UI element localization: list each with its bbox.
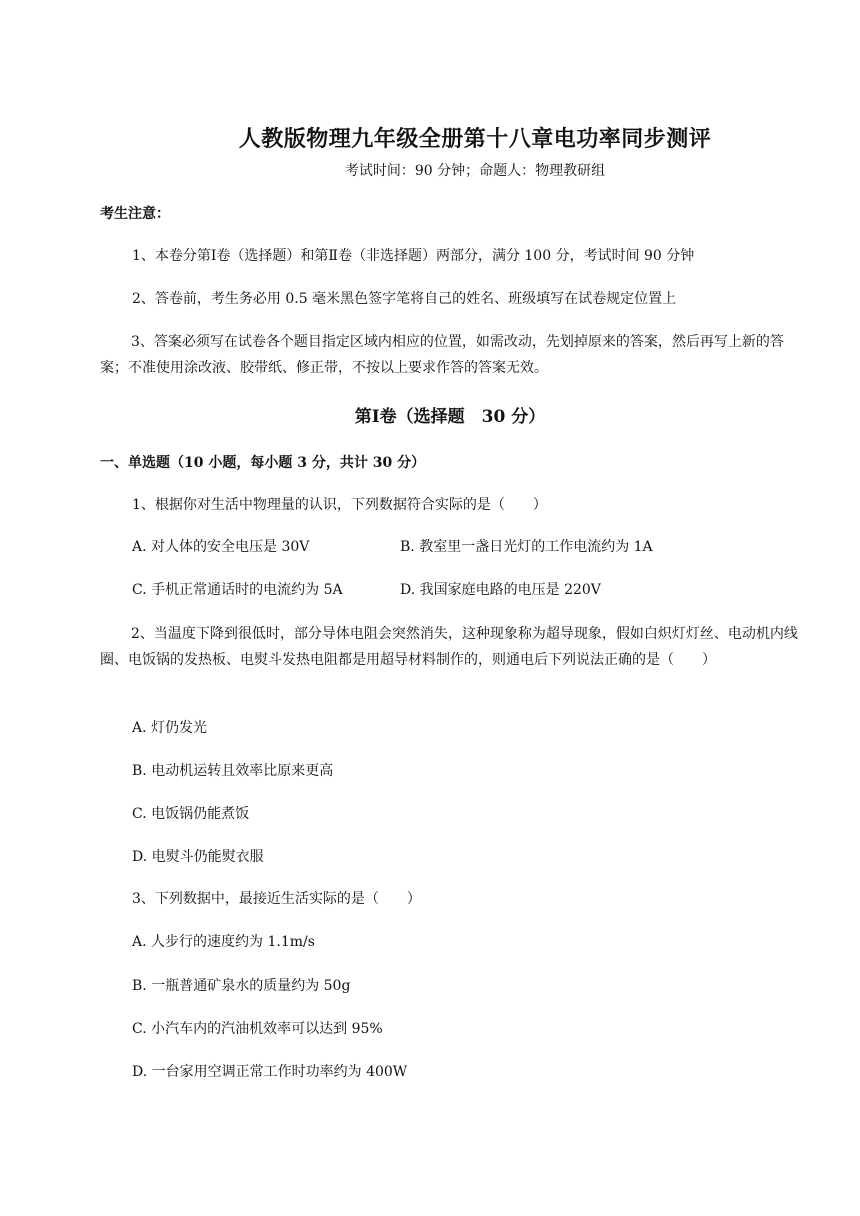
notice-item: 1、本卷分第Ⅰ卷（选择题）和第Ⅱ卷（非选择题）两部分，满分 100 分，考试时间 90 分钟 <box>132 248 695 264</box>
option-row <box>132 578 601 603</box>
question-stem: 3、下列数据中，最接近生活实际的是（ ） <box>132 891 421 907</box>
option-d: D. 我国家庭电路的电压是 220V <box>400 582 601 598</box>
question-stem: 1、根据你对生活中物理量的认识，下列数据符合实际的是（ ） <box>132 497 547 513</box>
option-a: A. 灯仍发光 <box>132 720 208 736</box>
option-a: A. 对人体的安全电压是 30V <box>132 539 310 555</box>
option-b: B. 电动机运转且效率比原来更高 <box>132 763 334 779</box>
page-title: 人教版物理九年级全册第十八章电功率同步测评 <box>238 126 712 152</box>
option-row <box>132 535 653 560</box>
option-b: B. 一瓶普通矿泉水的质量约为 50g <box>132 978 351 994</box>
exam-subtitle: 考试时间：90 分钟；命题人：物理教研组 <box>344 163 606 179</box>
part-heading: 第Ⅰ卷（选择题 30 分） <box>354 407 546 427</box>
notice-heading: 考生注意： <box>100 206 170 222</box>
option-d: D. 电熨斗仍能熨衣服 <box>132 849 264 865</box>
option-b: B. 教室里一盏日光灯的工作电流约为 1A <box>400 539 653 555</box>
notice-item: 3、答案必须写在试卷各个题目指定区域内相应的位置，如需改动，先划掉原来的答案，然后再写上新的答案；不准使用涂改液、胶带纸、修正带，不按以上要求作答的答案无效。 <box>100 334 784 376</box>
notice-item: 2、答卷前，考生务必用 0.5 毫米黑色签字笔将自己的姓名、班级填写在试卷规定位置上 <box>132 291 677 307</box>
question-stem: 2、当温度下降到很低时，部分导体电阻会突然消失，这种现象称为超导现象，假如白炽灯灯丝、电动机内线圈、电饭锅的发热板、电熨斗发热电阻都是用超导材料制作的，则通电后下列说法正确的是（ ） <box>100 626 798 668</box>
option-c: C. 小汽车内的汽油机效率可以达到 95% <box>132 1021 383 1037</box>
option-c: C. 电饭锅仍能煮饭 <box>132 806 250 822</box>
option-a: A. 人步行的速度约为 1.1m/s <box>132 934 315 950</box>
option-c: C. 手机正常通话时的电流约为 5A <box>132 582 343 598</box>
option-d: D. 一台家用空调正常工作时功率约为 400W <box>132 1064 408 1080</box>
section-heading: 一、单选题（10 小题，每小题 3 分，共计 30 分） <box>100 455 426 471</box>
